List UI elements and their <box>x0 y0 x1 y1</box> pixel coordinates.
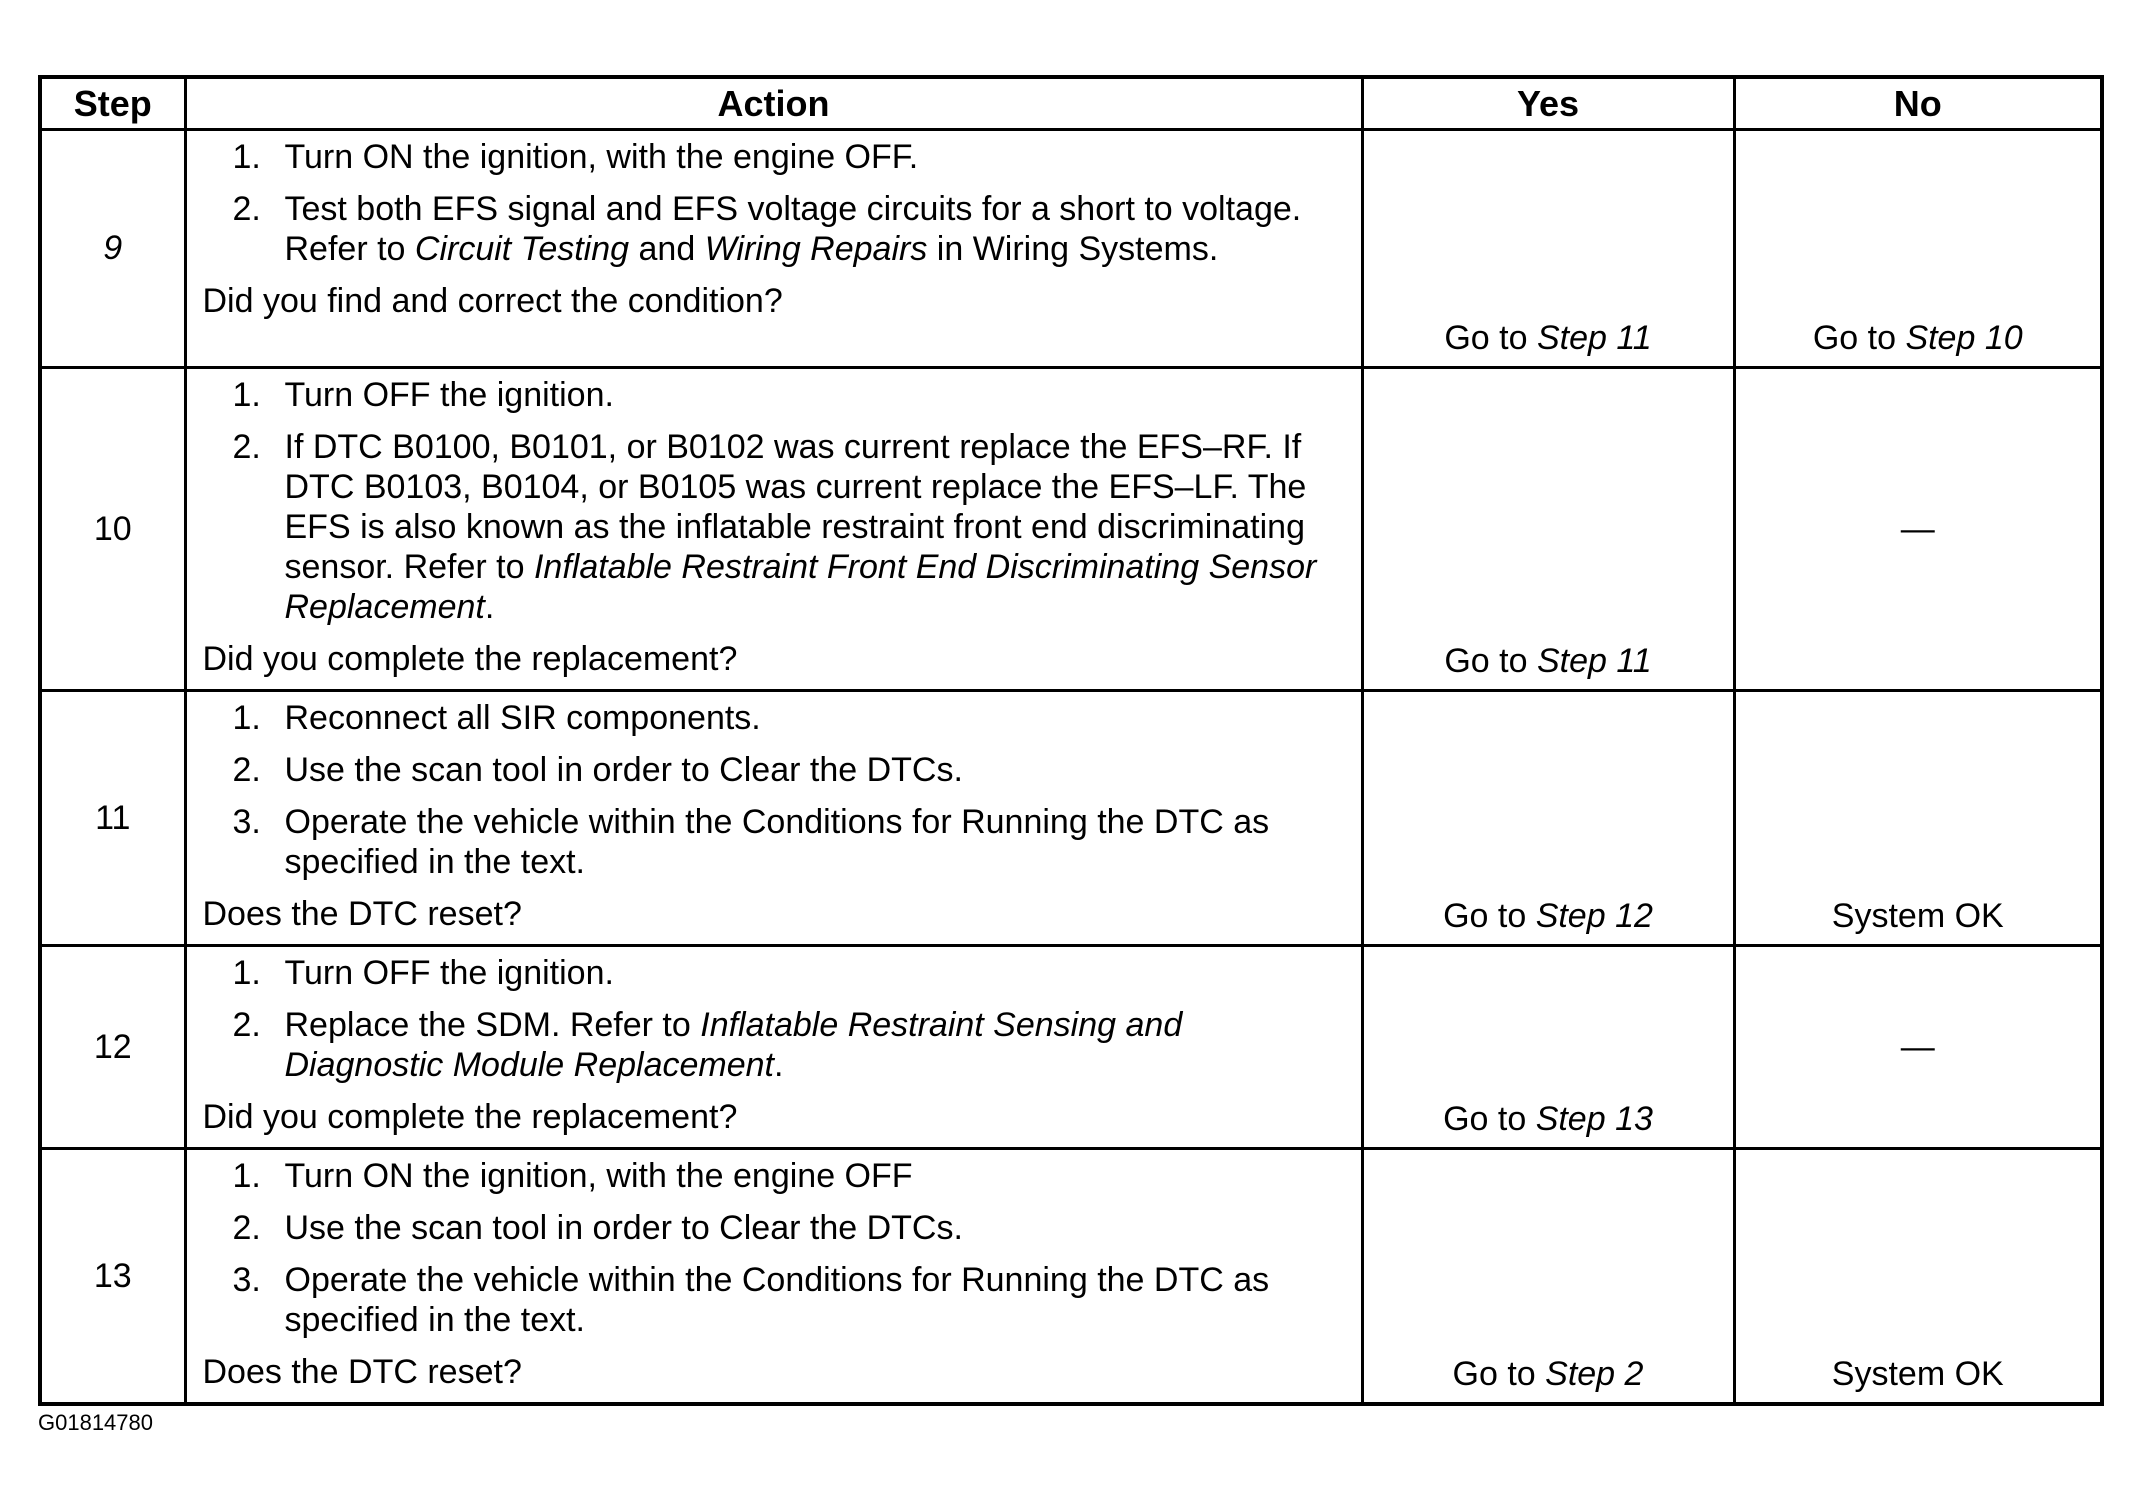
yes-goto-text: Go to <box>1443 1100 1536 1138</box>
yes-step-reference: Step 13 <box>1535 1100 1653 1138</box>
reference-text: Wiring Repairs <box>704 230 928 268</box>
step-item-text: Use the scan tool in order to Clear the DTCs. <box>284 751 963 789</box>
step-number: 12 <box>40 946 185 1149</box>
no-result-text: System OK <box>1831 1355 2004 1393</box>
no-result-text: System OK <box>1831 897 2004 935</box>
no-step-reference: Step 10 <box>1905 319 2023 357</box>
table-row <box>40 946 2102 1149</box>
step-item-text: Turn OFF the ignition. <box>284 376 614 414</box>
action-step-item <box>203 1156 1345 1196</box>
action-cell <box>185 368 1362 691</box>
no-cell <box>1734 130 2102 368</box>
no-dash: — <box>1900 1027 1935 1066</box>
action-step-item <box>203 137 1345 177</box>
step-number: 10 <box>40 368 185 691</box>
yes-cell <box>1362 946 1734 1149</box>
step-item-text: Operate the vehicle within the Conditions for Running the DTC as specified in the text. <box>284 803 1270 881</box>
action-step-item <box>203 698 1345 738</box>
header-no: No <box>1734 77 2102 130</box>
step-number: 11 <box>40 691 185 946</box>
action-step-item <box>203 427 1345 627</box>
action-step-item <box>203 750 1345 790</box>
step-item-text: Reconnect all SIR components. <box>284 699 761 737</box>
yes-step-reference: Step 11 <box>1536 319 1652 357</box>
action-steps-list <box>203 1156 1345 1340</box>
yes-cell <box>1362 1149 1734 1405</box>
action-steps-list <box>203 375 1345 627</box>
action-step-item <box>203 1005 1345 1085</box>
action-cell <box>185 130 1362 368</box>
step-item-text: in Wiring Systems. <box>927 230 1219 268</box>
no-cell <box>1734 691 2102 946</box>
step-number: 13 <box>40 1149 185 1405</box>
step-item-text: Test both EFS signal and EFS voltage circuits for a short to voltage. Refer to <box>284 190 1302 268</box>
yes-cell <box>1362 691 1734 946</box>
step-item-text: . <box>484 588 495 626</box>
step-item-number: 1. <box>232 699 261 737</box>
header-step: Step <box>40 77 185 130</box>
no-goto-text: Go to <box>1812 319 1906 357</box>
yes-cell <box>1362 130 1734 368</box>
yes-step-reference: Step 2 <box>1545 1355 1644 1393</box>
yes-step-reference: Step 12 <box>1535 897 1653 935</box>
yes-goto-text: Go to <box>1444 319 1537 357</box>
figure-id: G01814780 <box>38 1410 153 1435</box>
step-item-number: 2. <box>232 751 261 789</box>
step-item-text: Use the scan tool in order to Clear the DTCs. <box>284 1209 963 1247</box>
step-item-text: Turn OFF the ignition. <box>284 954 614 992</box>
table-row <box>40 1149 2102 1405</box>
action-cell <box>185 691 1362 946</box>
table-row <box>40 130 2102 368</box>
yes-goto-text: Go to <box>1452 1355 1546 1393</box>
step-item-number: 1. <box>232 1157 261 1195</box>
step-item-number: 2. <box>232 428 261 466</box>
action-step-item <box>203 1260 1345 1340</box>
no-cell <box>1734 1149 2102 1405</box>
table-body <box>40 130 2102 1405</box>
question-text: Does the DTC reset? <box>202 895 522 933</box>
action-steps-list <box>203 698 1345 882</box>
no-cell <box>1734 368 2102 691</box>
question-text: Did you complete the replacement? <box>202 640 738 678</box>
reference-text: Inflatable Restraint Sensing and Diagnostic Module Replacement <box>284 1006 1183 1084</box>
action-cell <box>185 1149 1362 1405</box>
question-text: Does the DTC reset? <box>202 1353 522 1391</box>
yes-cell <box>1362 368 1734 691</box>
diagnostic-table <box>38 75 2104 1406</box>
action-step-item <box>203 1208 1345 1248</box>
step-item-text: . <box>773 1046 784 1084</box>
header-row <box>40 77 2102 130</box>
step-item-number: 2. <box>232 190 261 228</box>
step-item-number: 1. <box>232 138 261 176</box>
question-text: Did you find and correct the condition? <box>202 282 783 320</box>
table-row <box>40 691 2102 946</box>
action-step-item <box>203 189 1345 269</box>
step-item-text: and <box>629 230 705 268</box>
step-number: 9 <box>40 130 185 368</box>
reference-text: Circuit Testing <box>414 230 630 268</box>
table-row <box>40 368 2102 691</box>
header-yes: Yes <box>1362 77 1734 130</box>
step-item-text: Operate the vehicle within the Conditions for Running the DTC as specified in the text. <box>284 1261 1270 1339</box>
action-steps-list <box>203 137 1345 269</box>
step-item-number: 3. <box>232 803 261 841</box>
step-item-text: Turn ON the ignition, with the engine OFF. <box>284 138 919 176</box>
step-item-number: 2. <box>232 1006 261 1044</box>
yes-goto-text: Go to <box>1444 642 1537 680</box>
yes-goto-text: Go to <box>1443 897 1536 935</box>
question-text: Did you complete the replacement? <box>202 1098 738 1136</box>
reference-text: Inflatable Restraint Front End Discriminating Sensor Replacement <box>284 548 1317 626</box>
step-item-number: 1. <box>232 376 261 414</box>
yes-step-reference: Step 11 <box>1536 642 1652 680</box>
action-steps-list <box>203 953 1345 1085</box>
step-item-text: If DTC B0100, B0101, or B0102 was current replace the EFS–RF. If DTC B0103, B0104, or B0105 was current replace the EFS–LF. The EFS is also known as the inflatable restraint front end discriminating sensor. Refer to <box>284 428 1307 586</box>
step-item-number: 3. <box>232 1261 261 1299</box>
step-item-number: 2. <box>232 1209 261 1247</box>
action-step-item <box>203 802 1345 882</box>
action-step-item <box>203 375 1345 415</box>
step-item-text: Replace the SDM. Refer to <box>284 1006 701 1044</box>
no-dash: — <box>1900 509 1935 548</box>
action-cell <box>185 946 1362 1149</box>
header-action: Action <box>185 77 1362 130</box>
no-cell <box>1734 946 2102 1149</box>
action-step-item <box>203 953 1345 993</box>
step-item-number: 1. <box>232 954 261 992</box>
step-item-text: Turn ON the ignition, with the engine OFF <box>284 1157 913 1195</box>
